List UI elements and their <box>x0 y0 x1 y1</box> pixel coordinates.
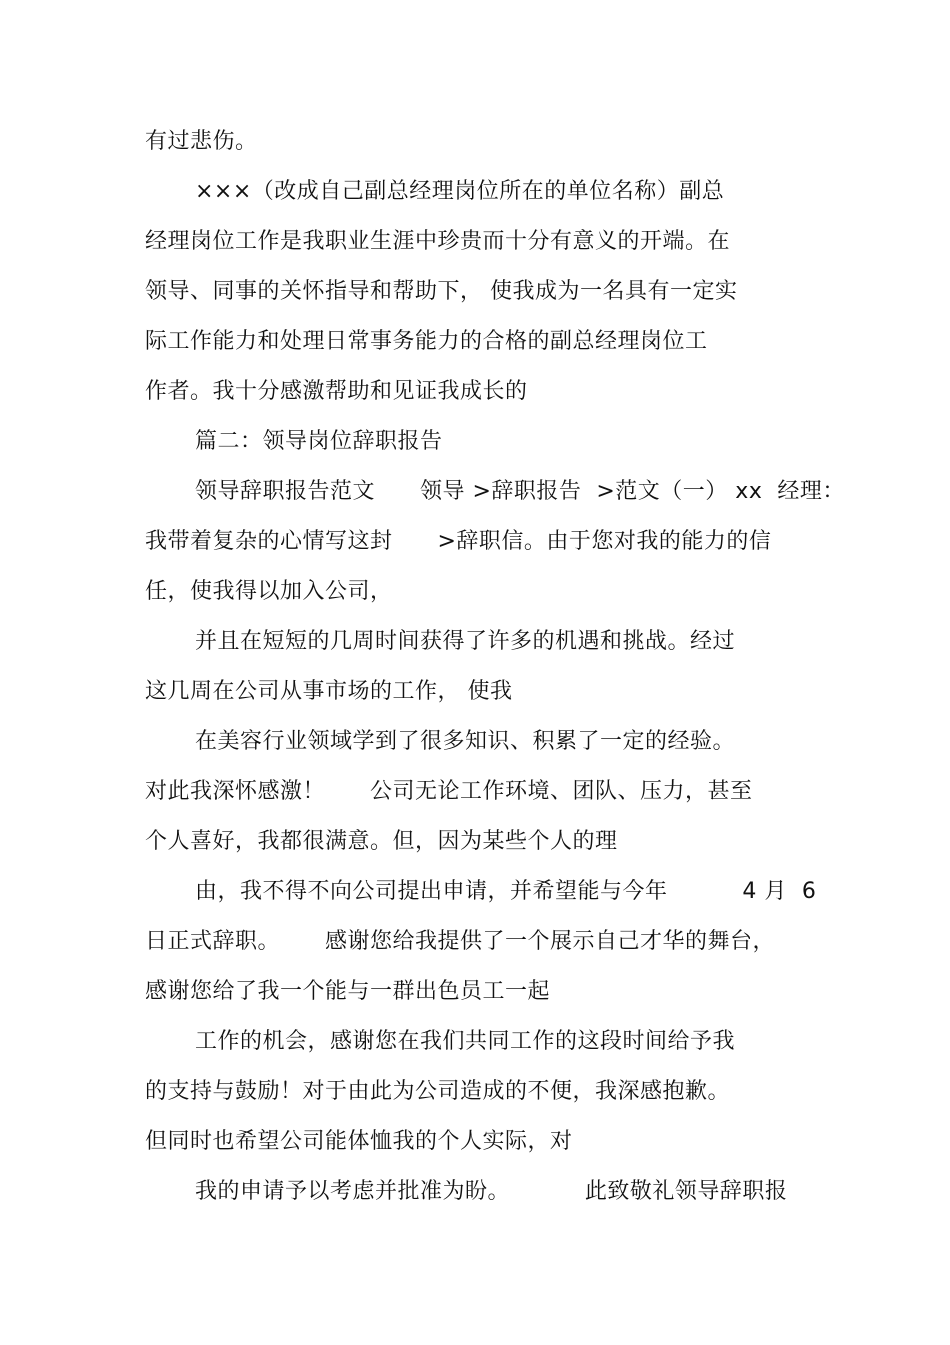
text-line: 在美容行业领域学到了很多知识、积累了一定的经验。 <box>195 729 736 754</box>
text-line: ×××（改成自己副总经理岗位所在的单位名称）副总 <box>195 179 725 204</box>
text-line: 经理岗位工作是我职业生涯中珍贵而十分有意义的开端。在 <box>145 229 731 254</box>
text-line: 感谢您给了我一个能与一群出色员工一起 <box>145 979 551 1004</box>
text-line: 领导、同事的关怀指导和帮助下， 使我成为一名具有一定实 <box>145 279 738 304</box>
text-line: 但同时也希望公司能体恤我的个人实际，对 <box>145 1129 573 1154</box>
text-line: 的支持与鼓励！对于由此为公司造成的不便，我深感抱歉。 <box>145 1079 731 1104</box>
text-line: 对此我深怀感激！ 公司无论工作环境、团队、压力，甚至 <box>145 779 753 804</box>
text-line: 日正式辞职。 感谢您给我提供了一个展示自己才华的舞台， <box>145 929 775 954</box>
text-line: 任，使我得以加入公司， <box>145 579 393 604</box>
text-line: 领导辞职报告范文 领导 >辞职报告 >范文（一） xx 经理： <box>195 479 845 504</box>
text-line: 工作的机会，感谢您在我们共同工作的这段时间给予我 <box>195 1029 736 1054</box>
text-line: 际工作能力和处理日常事务能力的合格的副总经理岗位工 <box>145 329 708 354</box>
text-line: 由，我不得不向公司提出申请，并希望能与今年 4 月 6 <box>195 879 817 904</box>
text-line: 作者。我十分感激帮助和见证我成长的 <box>145 379 528 404</box>
text-line: 并且在短短的几周时间获得了许多的机遇和挑战。经过 <box>195 629 736 654</box>
text-line: 这几周在公司从事市场的工作， 使我 <box>145 679 513 704</box>
text-line: 个人喜好，我都很满意。但，因为某些个人的理 <box>145 829 618 854</box>
text-line: 我的申请予以考虑并批准为盼。 此致敬礼领导辞职报 <box>195 1179 788 1204</box>
text-line: 我带着复杂的心情写这封 >辞职信。由于您对我的能力的信 <box>145 529 772 554</box>
text-line: 有过悲伤。 <box>145 129 258 154</box>
section-heading: 篇二：领导岗位辞职报告 <box>195 429 443 454</box>
